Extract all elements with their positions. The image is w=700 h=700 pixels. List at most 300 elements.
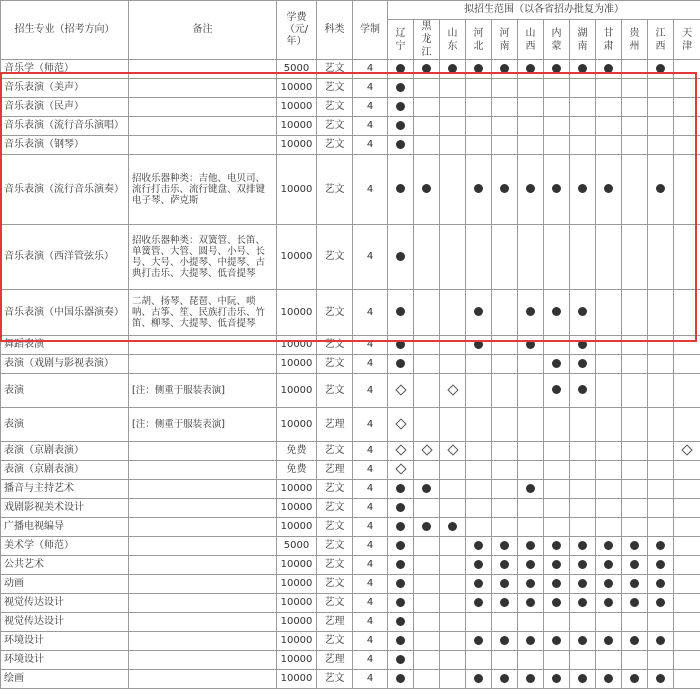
cell-province bbox=[466, 537, 492, 556]
cell-fee: 10000 bbox=[277, 518, 317, 537]
cell-category: 艺文 bbox=[317, 155, 353, 225]
table-row bbox=[1, 290, 700, 336]
cell-major: 音乐学（师范） bbox=[1, 60, 129, 79]
cell-province bbox=[518, 442, 544, 461]
header-fee bbox=[277, 1, 317, 60]
cell-province bbox=[596, 290, 622, 336]
table-row bbox=[1, 98, 700, 117]
filled-circle-icon bbox=[500, 184, 509, 193]
cell-province bbox=[388, 117, 414, 136]
cell-province bbox=[674, 594, 700, 613]
cell-province bbox=[622, 632, 648, 651]
cell-note bbox=[129, 613, 277, 632]
cell-province bbox=[440, 136, 466, 155]
cell-province bbox=[596, 355, 622, 374]
cell-province bbox=[518, 290, 544, 336]
cell-major: 舞蹈表演 bbox=[1, 336, 129, 355]
cell-province bbox=[414, 136, 440, 155]
cell-province bbox=[622, 355, 648, 374]
cell-note: 二胡、扬琴、琵琶、中阮、唢呐、古筝、笙、民族打击乐、竹笛、柳琴、大提琴、低音提琴 bbox=[129, 290, 277, 336]
filled-circle-icon bbox=[578, 359, 587, 368]
cell-province bbox=[414, 670, 440, 689]
header-years: 学制 bbox=[353, 1, 388, 60]
filled-circle-icon bbox=[552, 184, 561, 193]
table-row bbox=[1, 537, 700, 556]
hollow-diamond-icon bbox=[395, 384, 406, 395]
cell-province bbox=[596, 594, 622, 613]
cell-category: 艺文 bbox=[317, 355, 353, 374]
cell-province bbox=[544, 290, 570, 336]
cell-note: 招收乐器种类：吉他、电贝司、流行打击乐、流行键盘、双排键电子琴、萨克斯 bbox=[129, 155, 277, 225]
cell-province bbox=[414, 155, 440, 225]
cell-province bbox=[466, 290, 492, 336]
filled-circle-icon bbox=[526, 340, 535, 349]
cell-province bbox=[414, 60, 440, 79]
cell-province bbox=[414, 480, 440, 499]
cell-province bbox=[674, 613, 700, 632]
filled-circle-icon bbox=[500, 598, 509, 607]
cell-province bbox=[518, 594, 544, 613]
header-province bbox=[570, 20, 596, 60]
cell-province bbox=[596, 461, 622, 480]
header-note: 备注 bbox=[129, 1, 277, 60]
cell-category: 艺文 bbox=[317, 518, 353, 537]
cell-province bbox=[570, 651, 596, 670]
header-province-label: 内蒙 bbox=[551, 27, 562, 52]
cell-province bbox=[570, 518, 596, 537]
cell-province bbox=[570, 225, 596, 290]
cell-province bbox=[674, 225, 700, 290]
cell-province bbox=[388, 225, 414, 290]
cell-province bbox=[440, 225, 466, 290]
filled-circle-icon bbox=[656, 636, 665, 645]
cell-province bbox=[388, 480, 414, 499]
cell-province bbox=[492, 594, 518, 613]
cell-province bbox=[518, 98, 544, 117]
cell-province bbox=[466, 480, 492, 499]
filled-circle-icon bbox=[656, 541, 665, 550]
cell-years: 4 bbox=[353, 613, 388, 632]
cell-province bbox=[518, 556, 544, 575]
table-row bbox=[1, 518, 700, 537]
filled-circle-icon bbox=[526, 636, 535, 645]
cell-note bbox=[129, 518, 277, 537]
cell-province bbox=[596, 632, 622, 651]
cell-province bbox=[674, 632, 700, 651]
table-row bbox=[1, 155, 700, 225]
filled-circle-icon bbox=[552, 541, 561, 550]
cell-province bbox=[622, 613, 648, 632]
cell-province bbox=[414, 374, 440, 408]
cell-years: 4 bbox=[353, 225, 388, 290]
filled-circle-icon bbox=[474, 560, 483, 569]
cell-years: 4 bbox=[353, 480, 388, 499]
cell-fee: 5000 bbox=[277, 60, 317, 79]
cell-province bbox=[492, 461, 518, 480]
cell-province bbox=[622, 290, 648, 336]
cell-province bbox=[648, 136, 674, 155]
cell-province bbox=[622, 117, 648, 136]
cell-province bbox=[648, 408, 674, 442]
filled-circle-icon bbox=[396, 359, 405, 368]
cell-province bbox=[414, 499, 440, 518]
header-province-label: 湖南 bbox=[577, 27, 588, 52]
cell-province bbox=[622, 537, 648, 556]
cell-note bbox=[129, 556, 277, 575]
filled-circle-icon bbox=[604, 64, 613, 73]
filled-circle-icon bbox=[630, 579, 639, 588]
cell-province bbox=[440, 537, 466, 556]
cell-province bbox=[440, 651, 466, 670]
cell-note: [注：侧重于服装表演] bbox=[129, 374, 277, 408]
cell-fee: 10000 bbox=[277, 670, 317, 689]
cell-province bbox=[570, 374, 596, 408]
filled-circle-icon bbox=[396, 541, 405, 550]
cell-note bbox=[129, 670, 277, 689]
filled-circle-icon bbox=[500, 541, 509, 550]
cell-fee: 10000 bbox=[277, 480, 317, 499]
cell-category: 艺文 bbox=[317, 290, 353, 336]
cell-province bbox=[648, 442, 674, 461]
cell-province bbox=[388, 290, 414, 336]
cell-province bbox=[622, 594, 648, 613]
table-row bbox=[1, 670, 700, 689]
cell-fee: 10000 bbox=[277, 575, 317, 594]
cell-note: [注：侧重于服装表演] bbox=[129, 408, 277, 442]
cell-category: 艺文 bbox=[317, 575, 353, 594]
cell-province bbox=[466, 336, 492, 355]
cell-province bbox=[674, 79, 700, 98]
cell-province bbox=[440, 613, 466, 632]
cell-major: 表演 bbox=[1, 374, 129, 408]
cell-note: 招收乐器种类：双簧管、长笛、单簧管、大管、圆号、小号、长号、大号、小提琴、中提琴、古典打击乐、大提琴、低音提琴 bbox=[129, 225, 277, 290]
cell-note bbox=[129, 60, 277, 79]
filled-circle-icon bbox=[396, 184, 405, 193]
cell-province bbox=[466, 632, 492, 651]
cell-province bbox=[674, 408, 700, 442]
cell-province bbox=[518, 537, 544, 556]
filled-circle-icon bbox=[526, 184, 535, 193]
filled-circle-icon bbox=[630, 674, 639, 683]
cell-province bbox=[674, 374, 700, 408]
cell-years: 4 bbox=[353, 442, 388, 461]
table-row bbox=[1, 336, 700, 355]
filled-circle-icon bbox=[474, 636, 483, 645]
cell-province bbox=[388, 651, 414, 670]
cell-province bbox=[492, 518, 518, 537]
cell-province bbox=[570, 556, 596, 575]
cell-province bbox=[596, 670, 622, 689]
cell-province bbox=[440, 60, 466, 79]
filled-circle-icon bbox=[396, 64, 405, 73]
cell-province bbox=[596, 225, 622, 290]
cell-province bbox=[544, 98, 570, 117]
cell-years: 4 bbox=[353, 575, 388, 594]
cell-province bbox=[440, 670, 466, 689]
filled-circle-icon bbox=[396, 121, 405, 130]
cell-province bbox=[518, 461, 544, 480]
cell-note bbox=[129, 537, 277, 556]
filled-circle-icon bbox=[578, 541, 587, 550]
cell-province bbox=[440, 79, 466, 98]
header-fee-label: 学费（元/年） bbox=[284, 12, 309, 47]
cell-province bbox=[518, 651, 544, 670]
cell-major: 音乐表演（西洋管弦乐） bbox=[1, 225, 129, 290]
cell-province bbox=[518, 408, 544, 442]
header-major: 招生专业（招考方向） bbox=[1, 1, 129, 60]
cell-province bbox=[388, 355, 414, 374]
cell-province bbox=[570, 442, 596, 461]
table-row bbox=[1, 117, 700, 136]
filled-circle-icon bbox=[396, 655, 405, 664]
cell-province bbox=[466, 355, 492, 374]
cell-province bbox=[492, 98, 518, 117]
cell-province bbox=[518, 670, 544, 689]
header-province bbox=[674, 20, 700, 60]
cell-province bbox=[388, 336, 414, 355]
filled-circle-icon bbox=[656, 598, 665, 607]
cell-major: 音乐表演（美声） bbox=[1, 79, 129, 98]
cell-fee: 10000 bbox=[277, 336, 317, 355]
table-row bbox=[1, 632, 700, 651]
filled-circle-icon bbox=[552, 64, 561, 73]
cell-province bbox=[622, 136, 648, 155]
filled-circle-icon bbox=[396, 140, 405, 149]
cell-province bbox=[648, 290, 674, 336]
cell-province bbox=[648, 613, 674, 632]
cell-category: 艺文 bbox=[317, 670, 353, 689]
cell-years: 4 bbox=[353, 408, 388, 442]
cell-province bbox=[414, 632, 440, 651]
cell-province bbox=[388, 594, 414, 613]
cell-province bbox=[492, 117, 518, 136]
cell-major: 环境设计 bbox=[1, 651, 129, 670]
filled-circle-icon bbox=[552, 359, 561, 368]
cell-province bbox=[544, 336, 570, 355]
cell-province bbox=[518, 60, 544, 79]
cell-province bbox=[518, 575, 544, 594]
header-province bbox=[622, 20, 648, 60]
header-province-label: 山东 bbox=[447, 27, 458, 52]
filled-circle-icon bbox=[578, 560, 587, 569]
filled-circle-icon bbox=[396, 484, 405, 493]
cell-category: 艺文 bbox=[317, 632, 353, 651]
filled-circle-icon bbox=[396, 522, 405, 531]
cell-province bbox=[414, 408, 440, 442]
filled-circle-icon bbox=[552, 598, 561, 607]
cell-years: 4 bbox=[353, 537, 388, 556]
cell-province bbox=[596, 518, 622, 537]
cell-note bbox=[129, 117, 277, 136]
cell-province bbox=[440, 336, 466, 355]
cell-province bbox=[492, 225, 518, 290]
cell-province bbox=[440, 442, 466, 461]
cell-province bbox=[570, 60, 596, 79]
cell-province bbox=[596, 60, 622, 79]
cell-province bbox=[518, 117, 544, 136]
filled-circle-icon bbox=[422, 64, 431, 73]
cell-province bbox=[466, 442, 492, 461]
filled-circle-icon bbox=[396, 307, 405, 316]
cell-province bbox=[440, 408, 466, 442]
filled-circle-icon bbox=[552, 307, 561, 316]
cell-province bbox=[518, 79, 544, 98]
cell-years: 4 bbox=[353, 499, 388, 518]
cell-province bbox=[648, 670, 674, 689]
header-province-label: 贵州 bbox=[629, 27, 640, 52]
table-row bbox=[1, 60, 700, 79]
filled-circle-icon bbox=[578, 598, 587, 607]
cell-province bbox=[414, 594, 440, 613]
filled-circle-icon bbox=[396, 83, 405, 92]
cell-province bbox=[570, 537, 596, 556]
cell-province bbox=[518, 613, 544, 632]
cell-note bbox=[129, 632, 277, 651]
hollow-diamond-icon bbox=[421, 444, 432, 455]
cell-province bbox=[388, 613, 414, 632]
cell-province bbox=[570, 632, 596, 651]
filled-circle-icon bbox=[396, 560, 405, 569]
filled-circle-icon bbox=[396, 617, 405, 626]
cell-province bbox=[414, 575, 440, 594]
cell-years: 4 bbox=[353, 136, 388, 155]
cell-years: 4 bbox=[353, 594, 388, 613]
header-province-label: 天津 bbox=[682, 27, 693, 52]
table-row bbox=[1, 225, 700, 290]
filled-circle-icon bbox=[526, 541, 535, 550]
cell-province bbox=[570, 336, 596, 355]
cell-years: 4 bbox=[353, 336, 388, 355]
cell-province bbox=[674, 136, 700, 155]
cell-province bbox=[388, 60, 414, 79]
cell-province bbox=[388, 518, 414, 537]
cell-note bbox=[129, 136, 277, 155]
cell-province bbox=[596, 374, 622, 408]
cell-province bbox=[492, 613, 518, 632]
cell-major: 音乐表演（中国乐器演奏） bbox=[1, 290, 129, 336]
cell-fee: 10000 bbox=[277, 632, 317, 651]
cell-province bbox=[622, 374, 648, 408]
cell-province bbox=[570, 480, 596, 499]
cell-province bbox=[466, 670, 492, 689]
cell-province bbox=[648, 225, 674, 290]
cell-fee: 10000 bbox=[277, 499, 317, 518]
filled-circle-icon bbox=[656, 674, 665, 683]
cell-province bbox=[674, 355, 700, 374]
filled-circle-icon bbox=[396, 252, 405, 261]
cell-province bbox=[414, 225, 440, 290]
cell-province bbox=[648, 537, 674, 556]
header-province bbox=[414, 20, 440, 60]
cell-province bbox=[388, 537, 414, 556]
filled-circle-icon bbox=[474, 598, 483, 607]
cell-province bbox=[466, 408, 492, 442]
table-row bbox=[1, 480, 700, 499]
cell-province bbox=[492, 670, 518, 689]
cell-province bbox=[674, 575, 700, 594]
cell-province bbox=[570, 670, 596, 689]
cell-province bbox=[570, 499, 596, 518]
cell-province bbox=[492, 632, 518, 651]
cell-province bbox=[492, 60, 518, 79]
table-row bbox=[1, 651, 700, 670]
cell-fee: 免费 bbox=[277, 442, 317, 461]
cell-category: 艺文 bbox=[317, 499, 353, 518]
cell-province bbox=[570, 613, 596, 632]
cell-province bbox=[440, 480, 466, 499]
cell-province bbox=[518, 499, 544, 518]
filled-circle-icon bbox=[604, 598, 613, 607]
cell-province bbox=[622, 518, 648, 537]
cell-years: 4 bbox=[353, 117, 388, 136]
filled-circle-icon bbox=[578, 579, 587, 588]
filled-circle-icon bbox=[396, 579, 405, 588]
cell-province bbox=[544, 442, 570, 461]
cell-province bbox=[622, 651, 648, 670]
cell-province bbox=[544, 355, 570, 374]
cell-fee: 10000 bbox=[277, 651, 317, 670]
cell-province bbox=[544, 79, 570, 98]
header-province bbox=[596, 20, 622, 60]
cell-province bbox=[544, 374, 570, 408]
cell-province bbox=[492, 355, 518, 374]
filled-circle-icon bbox=[474, 674, 483, 683]
cell-years: 4 bbox=[353, 290, 388, 336]
filled-circle-icon bbox=[578, 307, 587, 316]
cell-province bbox=[492, 575, 518, 594]
cell-province bbox=[492, 136, 518, 155]
cell-province bbox=[648, 518, 674, 537]
cell-province bbox=[648, 98, 674, 117]
cell-province bbox=[674, 155, 700, 225]
filled-circle-icon bbox=[500, 579, 509, 588]
cell-province bbox=[466, 461, 492, 480]
cell-province bbox=[440, 499, 466, 518]
cell-major: 戏剧影视美术设计 bbox=[1, 499, 129, 518]
header-province bbox=[466, 20, 492, 60]
cell-province bbox=[492, 155, 518, 225]
cell-fee: 10000 bbox=[277, 374, 317, 408]
cell-province bbox=[674, 290, 700, 336]
filled-circle-icon bbox=[578, 64, 587, 73]
filled-circle-icon bbox=[422, 184, 431, 193]
cell-major: 美术学（师范） bbox=[1, 537, 129, 556]
filled-circle-icon bbox=[474, 184, 483, 193]
filled-circle-icon bbox=[578, 184, 587, 193]
cell-province bbox=[570, 355, 596, 374]
cell-category: 艺文 bbox=[317, 537, 353, 556]
cell-fee: 10000 bbox=[277, 290, 317, 336]
cell-province bbox=[544, 575, 570, 594]
cell-province bbox=[674, 499, 700, 518]
cell-years: 4 bbox=[353, 461, 388, 480]
hollow-diamond-icon bbox=[447, 384, 458, 395]
cell-province bbox=[466, 594, 492, 613]
filled-circle-icon bbox=[604, 541, 613, 550]
header-province bbox=[544, 20, 570, 60]
cell-province bbox=[388, 136, 414, 155]
cell-province bbox=[518, 518, 544, 537]
header-province-label: 山西 bbox=[525, 27, 536, 52]
filled-circle-icon bbox=[422, 522, 431, 531]
filled-circle-icon bbox=[396, 636, 405, 645]
hollow-diamond-icon bbox=[447, 444, 458, 455]
cell-province bbox=[466, 374, 492, 408]
table-row bbox=[1, 355, 700, 374]
cell-fee: 10000 bbox=[277, 613, 317, 632]
table-row bbox=[1, 374, 700, 408]
table-row bbox=[1, 594, 700, 613]
